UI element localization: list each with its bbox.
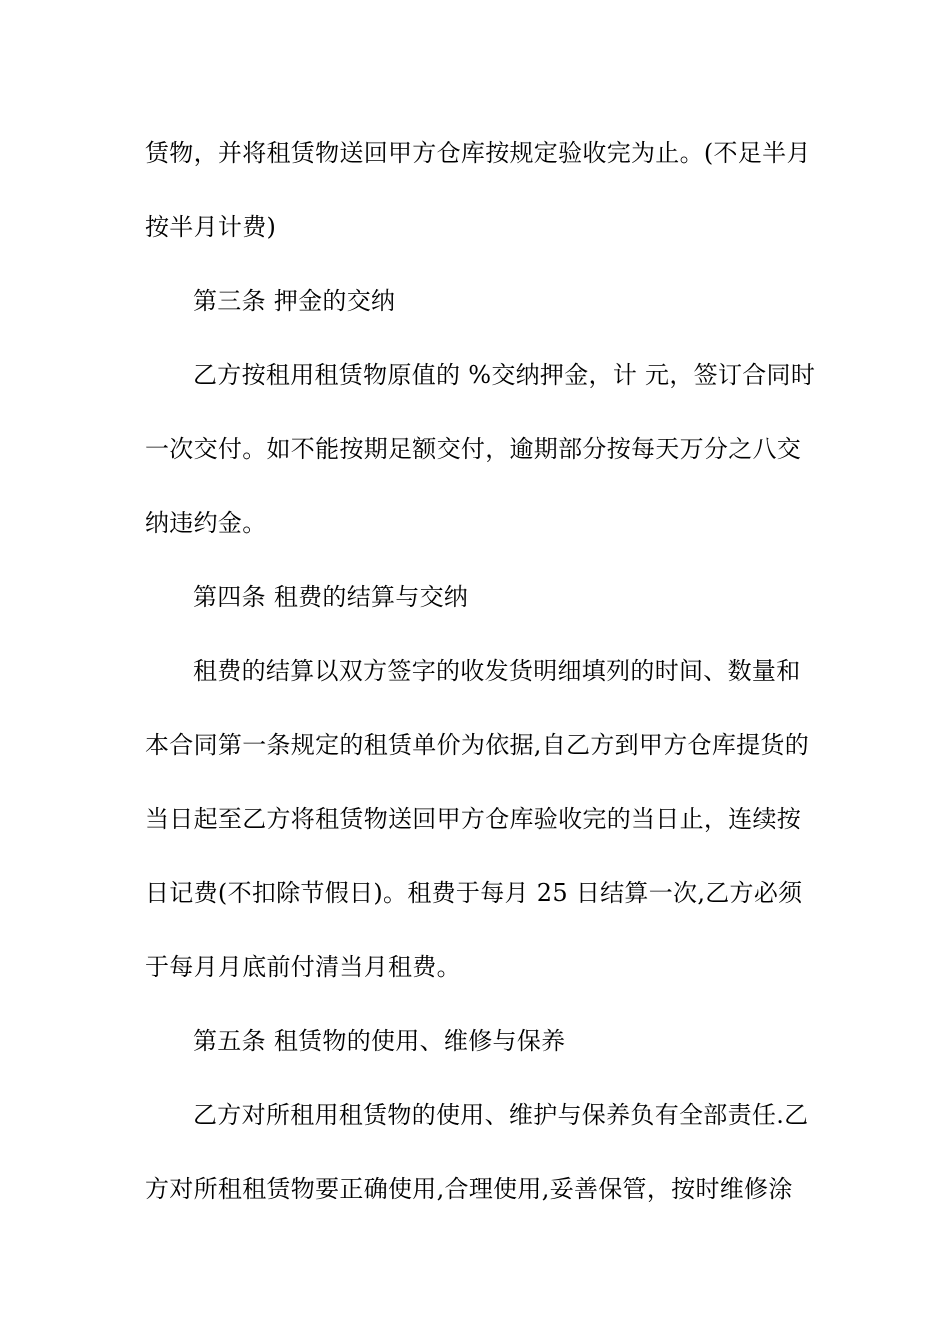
body-text-line: 乙方按租用租赁物原值的 %交纳押金，计 元，签订合同时 (193, 361, 816, 389)
section-heading: 第四条 租费的结算与交纳 (193, 583, 469, 611)
section-heading: 第五条 租赁物的使用、维修与保养 (193, 1027, 566, 1055)
body-text-line: 当日起至乙方将租赁物送回甲方仓库验收完的当日止，连续按 (145, 805, 802, 833)
body-text-line: 日记费(不扣除节假日)。租费于每月 25 日结算一次,乙方必须 (145, 879, 803, 907)
body-text-line: 一次交付。如不能按期足额交付，逾期部分按每天万分之八交 (145, 435, 802, 463)
body-text-line: 纳违约金。 (145, 509, 267, 537)
body-text-line: 本合同第一条规定的租赁单价为依据,自乙方到甲方仓库提货的 (145, 731, 810, 759)
body-text-line: 乙方对所租用租赁物的使用、维护与保养负有全部责任.乙 (193, 1101, 809, 1129)
body-text-line: 赁物，并将租赁物送回甲方仓库按规定验收完为止。(不足半月 (145, 139, 811, 167)
body-text-line: 方对所租租赁物要正确使用,合理使用,妥善保管，按时维修涂 (145, 1175, 793, 1203)
body-text-line: 于每月月底前付清当月租费。 (145, 953, 461, 981)
section-heading: 第三条 押金的交纳 (193, 287, 396, 315)
body-text-line: 租费的结算以双方签字的收发货明细填列的时间、数量和 (193, 657, 801, 685)
body-text-line: 按半月计费) (145, 213, 277, 241)
